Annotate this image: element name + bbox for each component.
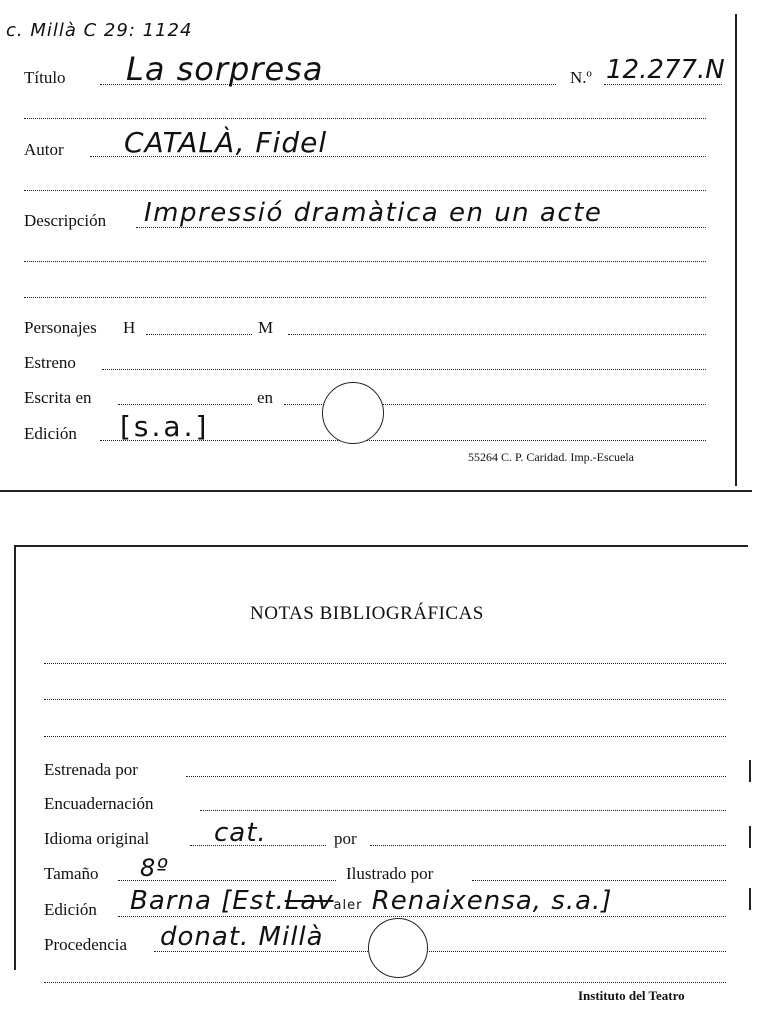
separator-line bbox=[24, 190, 706, 191]
tamano-value: 8º bbox=[140, 854, 169, 882]
numero-label: N.º bbox=[570, 68, 592, 87]
titulo-value: La sorpresa bbox=[126, 50, 324, 88]
tamano-label: Tamaño bbox=[44, 864, 99, 883]
bottom-card-left-edge bbox=[14, 545, 16, 970]
separator-line bbox=[44, 736, 726, 737]
encuadernacion-line bbox=[200, 810, 726, 811]
edicion2-value-small: aler bbox=[333, 898, 363, 913]
idioma-label: Idioma original bbox=[44, 829, 150, 848]
idioma-por-label: por bbox=[334, 829, 357, 848]
personajes-m-label: M bbox=[258, 318, 274, 337]
estrenada-label: Estrenada por bbox=[44, 760, 138, 779]
notas-heading: NOTAS BIBLIOGRÁFICAS bbox=[250, 603, 484, 624]
bottom-card-right-mark bbox=[749, 760, 751, 782]
top-card-bottom-edge bbox=[0, 490, 752, 492]
separator-line bbox=[44, 663, 726, 664]
edicion2-value-a: Barna [Est. bbox=[130, 886, 285, 916]
procedencia-value: donat. Millà bbox=[160, 922, 324, 952]
edicion-value: [s.a.] bbox=[120, 410, 210, 443]
archive-note: c. Millà C 29: 1124 bbox=[6, 20, 193, 41]
edicion2-line bbox=[118, 916, 726, 917]
edicion2-value bbox=[130, 886, 612, 916]
separator-line bbox=[24, 261, 706, 262]
ilustrado-line bbox=[472, 880, 726, 881]
personajes-label: Personajes bbox=[24, 318, 97, 337]
escrita-label: Escrita en bbox=[24, 388, 92, 407]
encuadernacion-label: Encuadernación bbox=[44, 794, 154, 813]
titulo-label: Título bbox=[24, 68, 66, 87]
edicion2-label: Edición bbox=[44, 900, 97, 919]
top-card-right-edge bbox=[735, 14, 737, 486]
personajes-h-line bbox=[146, 334, 252, 335]
edicion2-value-struck: Lav bbox=[284, 886, 334, 916]
personajes-h-label: H bbox=[123, 318, 136, 337]
idioma-por-line bbox=[370, 845, 726, 846]
bottom-card-right-mark bbox=[749, 826, 751, 848]
escrita-en-label: en bbox=[257, 388, 274, 407]
idioma-value: cat. bbox=[214, 818, 267, 848]
edicion2-value-b: Renaixensa, s.a.] bbox=[371, 886, 613, 916]
descripcion-label: Descripción bbox=[24, 211, 107, 230]
bottom-card-top-edge bbox=[14, 545, 748, 547]
footer-institution: Instituto del Teatro bbox=[578, 988, 685, 1003]
procedencia-label: Procedencia bbox=[44, 935, 128, 954]
autor-label: Autor bbox=[24, 140, 64, 159]
ilustrado-label: Ilustrado por bbox=[346, 864, 434, 883]
separator-line bbox=[24, 118, 706, 119]
separator-line bbox=[44, 982, 726, 983]
estreno-line bbox=[102, 369, 706, 370]
printer-note: 55264 C. P. Caridad. Imp.-Escuela bbox=[468, 450, 634, 464]
separator-line bbox=[44, 699, 726, 700]
descripcion-value: Impressió dramàtica en un acte bbox=[144, 198, 603, 228]
separator-line bbox=[24, 297, 706, 298]
edicion-label: Edición bbox=[24, 424, 77, 443]
numero-value: 12.277.N bbox=[606, 55, 725, 85]
personajes-m-line bbox=[288, 334, 706, 335]
escrita-line bbox=[118, 404, 252, 405]
bottom-card-right-mark bbox=[749, 888, 751, 910]
estreno-label: Estreno bbox=[24, 353, 76, 372]
estrenada-line bbox=[186, 776, 726, 777]
punch-hole bbox=[368, 918, 428, 978]
punch-hole bbox=[322, 382, 384, 444]
autor-value: CATALÀ, Fidel bbox=[124, 126, 328, 159]
